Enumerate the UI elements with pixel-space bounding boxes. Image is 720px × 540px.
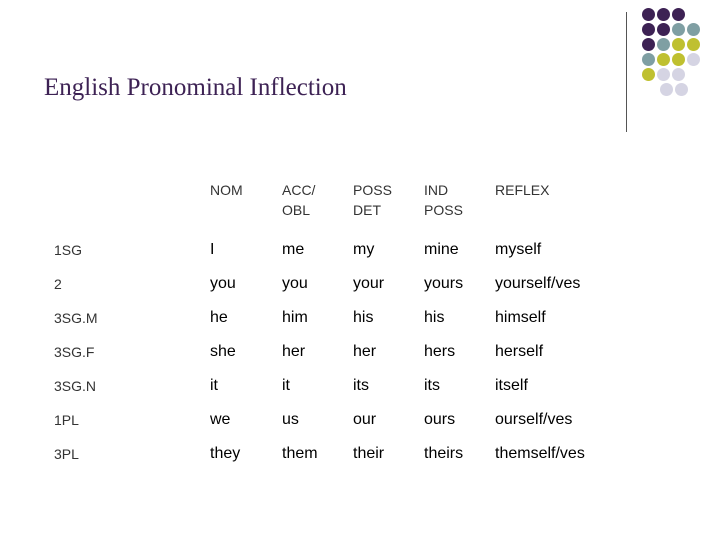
- table-cell: we: [210, 411, 231, 428]
- decorative-dot: [657, 23, 670, 36]
- table-row: [54, 274, 615, 308]
- decorative-dot: [672, 38, 685, 51]
- table-cell: mine: [424, 241, 459, 258]
- decorative-dot: [675, 83, 688, 96]
- column-header: POSS DET: [353, 182, 392, 218]
- table-cell: they: [210, 445, 241, 462]
- table-cell: I: [210, 241, 215, 258]
- table-cell: our: [353, 411, 377, 428]
- decorative-dot: [642, 68, 655, 81]
- decorative-dot: [672, 53, 685, 66]
- table-row: [54, 410, 615, 444]
- table-cell: theirs: [424, 445, 464, 462]
- table-cell: her: [353, 343, 377, 360]
- row-label: 3SG.F: [54, 344, 95, 360]
- table-cell: their: [353, 445, 385, 462]
- decorative-dot: [687, 23, 700, 36]
- decorative-dot: [672, 68, 685, 81]
- table-cell: his: [424, 309, 445, 326]
- column-header: ACC/ OBL: [282, 182, 316, 218]
- table-cell: he: [210, 309, 228, 326]
- table-cell: hers: [424, 343, 456, 360]
- decorative-dot: [657, 8, 670, 21]
- table-cell: yourself/ves: [495, 275, 581, 292]
- table-cell: you: [282, 275, 308, 292]
- row-label: 3SG.M: [54, 310, 98, 326]
- table-cell: herself: [495, 343, 544, 360]
- column-header: NOM: [210, 182, 243, 198]
- column-header: REFLEX: [495, 182, 550, 198]
- decorative-dot: [642, 53, 655, 66]
- table-cell: it: [282, 377, 290, 394]
- decorative-dot: [642, 38, 655, 51]
- row-label: 1PL: [54, 412, 79, 428]
- table-cell: my: [353, 241, 375, 258]
- row-label: 2: [54, 276, 62, 292]
- decorative-dot: [657, 68, 670, 81]
- table-cell: its: [353, 377, 369, 394]
- decorative-dot: [660, 83, 673, 96]
- table-row: [54, 342, 615, 376]
- column-header: IND POSS: [424, 182, 463, 218]
- table-cell: him: [282, 309, 308, 326]
- decorative-dot: [672, 8, 685, 21]
- table-cell: ours: [424, 411, 456, 428]
- table-cell: ourself/ves: [495, 411, 573, 428]
- table-cell: you: [210, 275, 236, 292]
- table-cell: its: [424, 377, 440, 394]
- table-cell: his: [353, 309, 374, 326]
- decorative-dot: [687, 38, 700, 51]
- decorative-dot: [657, 53, 670, 66]
- divider-line: [626, 12, 627, 132]
- row-label: 3SG.N: [54, 378, 97, 394]
- table-row: [54, 240, 615, 274]
- table-cell: her: [282, 343, 306, 360]
- decorative-dot: [642, 8, 655, 21]
- decorative-dot-grid: [636, 8, 718, 120]
- table-cell: themself/ves: [495, 445, 585, 462]
- decorative-dot: [657, 38, 670, 51]
- table-cell: us: [282, 411, 299, 428]
- table-cell: your: [353, 275, 385, 292]
- table-header-row: [54, 180, 615, 240]
- decorative-dot: [672, 23, 685, 36]
- table-cell: myself: [495, 241, 542, 258]
- decorative-dot: [642, 23, 655, 36]
- row-label: 3PL: [54, 446, 79, 462]
- table-row: [54, 308, 615, 342]
- table-cell: me: [282, 241, 305, 258]
- table-cell: she: [210, 343, 236, 360]
- table-cell: himself: [495, 309, 546, 326]
- table-cell: it: [210, 377, 218, 394]
- column-header: [54, 180, 210, 240]
- table-cell: yours: [424, 275, 464, 292]
- slide-title: English Pronominal Inflection: [44, 74, 347, 101]
- table-row: [54, 444, 615, 478]
- table-cell: itself: [495, 377, 528, 394]
- row-label: 1SG: [54, 242, 83, 258]
- pronoun-table: [54, 180, 615, 478]
- table-cell: them: [282, 445, 318, 462]
- table-row: [54, 376, 615, 410]
- decorative-dot: [687, 53, 700, 66]
